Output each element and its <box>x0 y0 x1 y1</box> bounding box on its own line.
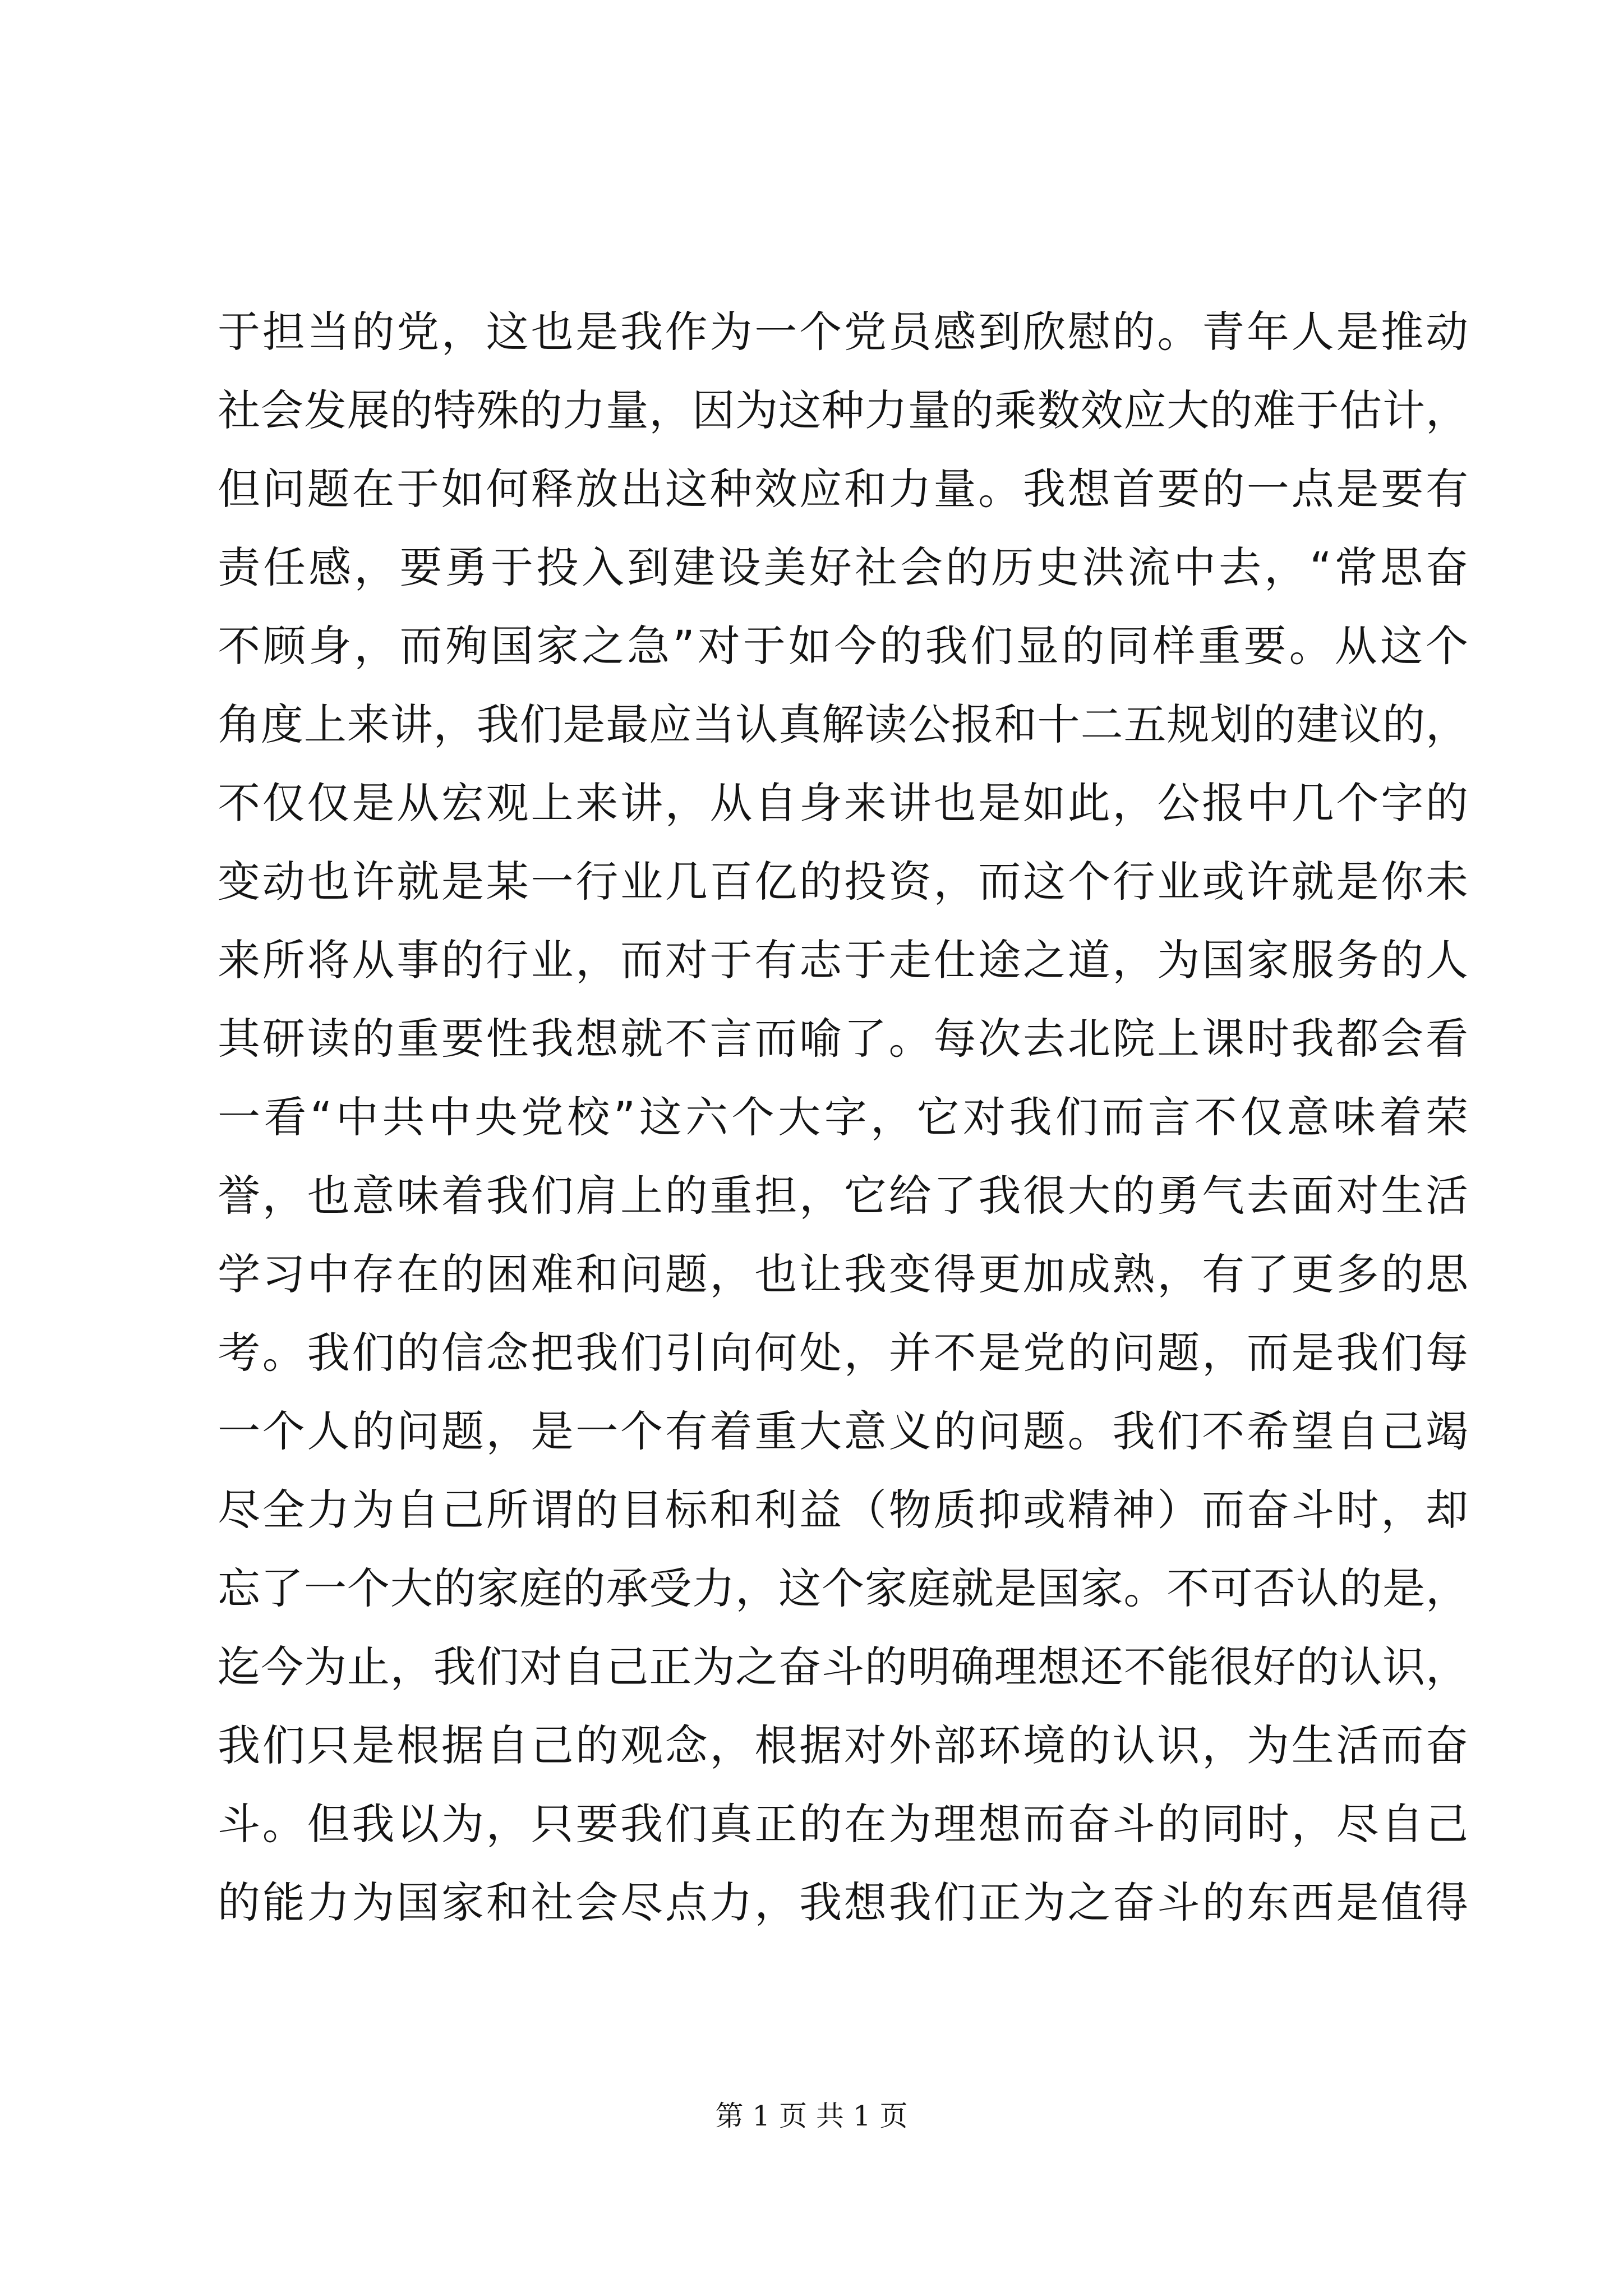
text-line: 角度上来讲，我们是最应当认真解读公报和十二五规划的建议的， <box>218 700 1468 749</box>
text-line: 一个人的问题，是一个有着重大意义的问题。我们不希望自己竭 <box>218 1406 1468 1456</box>
text-line: 不顾身，而殉国家之急”对于如今的我们显的同样重要。从这个 <box>218 621 1468 671</box>
text-line: 忘了一个大的家庭的承受力，这个家庭就是国家。不可否认的是， <box>218 1563 1468 1613</box>
text-line: 誉，也意味着我们肩上的重担，它给了我很大的勇气去面对生活 <box>218 1171 1468 1221</box>
body-text <box>218 293 1468 1942</box>
text-line: 学习中存在的困难和问题，也让我变得更加成熟，有了更多的思 <box>218 1249 1468 1299</box>
text-line: 于担当的党，这也是我作为一个党员感到欣慰的。青年人是推动 <box>218 307 1468 357</box>
page-number-footer: 第 1 页 共 1 页 <box>715 2100 908 2132</box>
text-line: 社会发展的特殊的力量，因为这种力量的乘数效应大的难于估计， <box>218 385 1468 435</box>
text-line: 来所将从事的行业，而对于有志于走仕途之道，为国家服务的人 <box>218 935 1468 985</box>
text-line: 我们只是根据自己的观念，根据对外部环境的认识，为生活而奋 <box>218 1720 1468 1770</box>
text-line: 的能力为国家和社会尽点力，我想我们正为之奋斗的东西是值得 <box>218 1878 1468 1927</box>
text-line: 不仅仅是从宏观上来讲，从自身来讲也是如此，公报中几个字的 <box>218 778 1468 828</box>
text-line: 斗。但我以为，只要我们真正的在为理想而奋斗的同时，尽自己 <box>218 1799 1468 1849</box>
text-line: 但问题在于如何释放出这种效应和力量。我想首要的一点是要有 <box>218 464 1468 514</box>
text-line: 一看“中共中央党校”这六个大字，它对我们而言不仅意味着荣 <box>218 1092 1468 1142</box>
text-line: 责任感，要勇于投入到建设美好社会的历史洪流中去，“常思奋 <box>218 542 1468 592</box>
text-line: 尽全力为自己所谓的目标和利益（物质抑或精神）而奋斗时，却 <box>218 1485 1468 1535</box>
text-line: 其研读的重要性我想就不言而喻了。每次去北院上课时我都会看 <box>218 1014 1468 1064</box>
text-line: 迄今为止，我们对自己正为之奋斗的明确理想还不能很好的认识， <box>218 1642 1468 1692</box>
text-line: 考。我们的信念把我们引向何处，并不是党的问题，而是我们每 <box>218 1328 1468 1378</box>
text-line: 变动也许就是某一行业几百亿的投资，而这个行业或许就是你未 <box>218 857 1468 907</box>
